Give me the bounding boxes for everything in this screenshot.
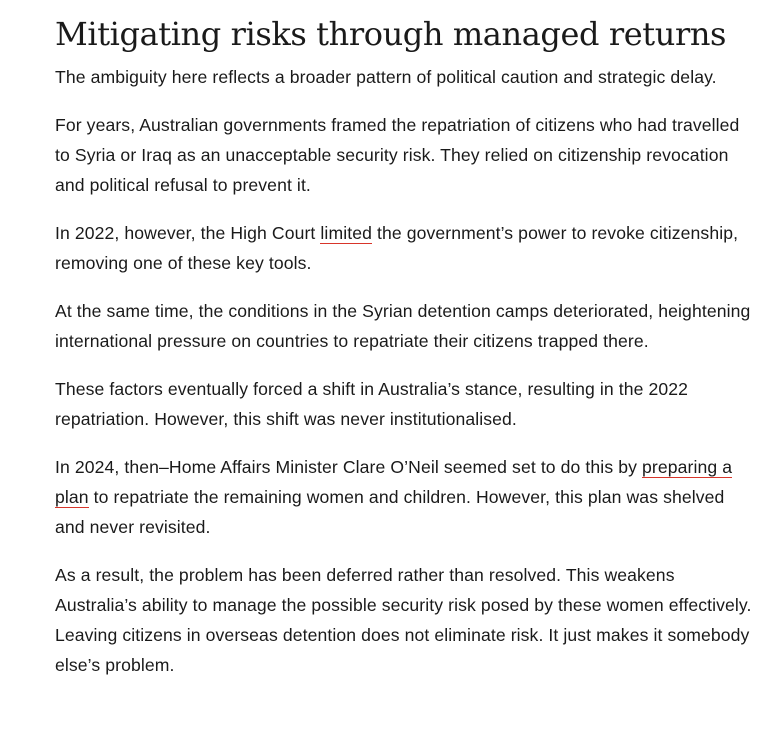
paragraph-ambiguity: The ambiguity here reflects a broader pattern of political caution and strategic delay. [55, 67, 717, 87]
paragraph-framing: For years, Australian governments framed the repatriation of citizens who had travelled to Syria or Iraq as an unacceptable security risk. They relied on citizenship revocation and political refusal to prevent it. [55, 115, 740, 195]
paragraph-text-after-link: the government’s power to revoke citizenship, removing one of these key tools. [55, 223, 739, 273]
paragraph-text-before-link: In 2022, however, the High Court [55, 223, 321, 243]
section-heading: Mitigating risks through managed returns [55, 15, 727, 53]
paragraph-shift: These factors eventually forced a shift in Australia’s stance, resulting in the 2022 repatriation. However, this shift was never institutionalised. [55, 379, 689, 429]
link-limited[interactable]: limited [320, 223, 372, 243]
paragraph-high-court [55, 218, 755, 278]
paragraph-text-after-link: to repatriate the remaining women and children. However, this plan was shelved and never revisited. [55, 487, 725, 537]
link-preparing-a-plan[interactable]: preparing a plan [55, 457, 733, 507]
article [55, 0, 755, 698]
paragraph-plan [55, 452, 755, 542]
article-body [55, 62, 755, 680]
paragraph-text-before-link: In 2024, then–Home Affairs Minister Clare O’Neil seemed set to do this by [55, 457, 642, 477]
paragraph-conclusion: As a result, the problem has been deferred rather than resolved. This weakens Australia’s ability to manage the possible security risk posed by these women effectively. Leaving citizens in overseas detention does not eliminate risk. It just makes it somebody else’s problem. [55, 565, 752, 675]
paragraph-camps: At the same time, the conditions in the Syrian detention camps deteriorated, heightening international pressure on countries to repatriate their citizens trapped there. [55, 301, 751, 351]
